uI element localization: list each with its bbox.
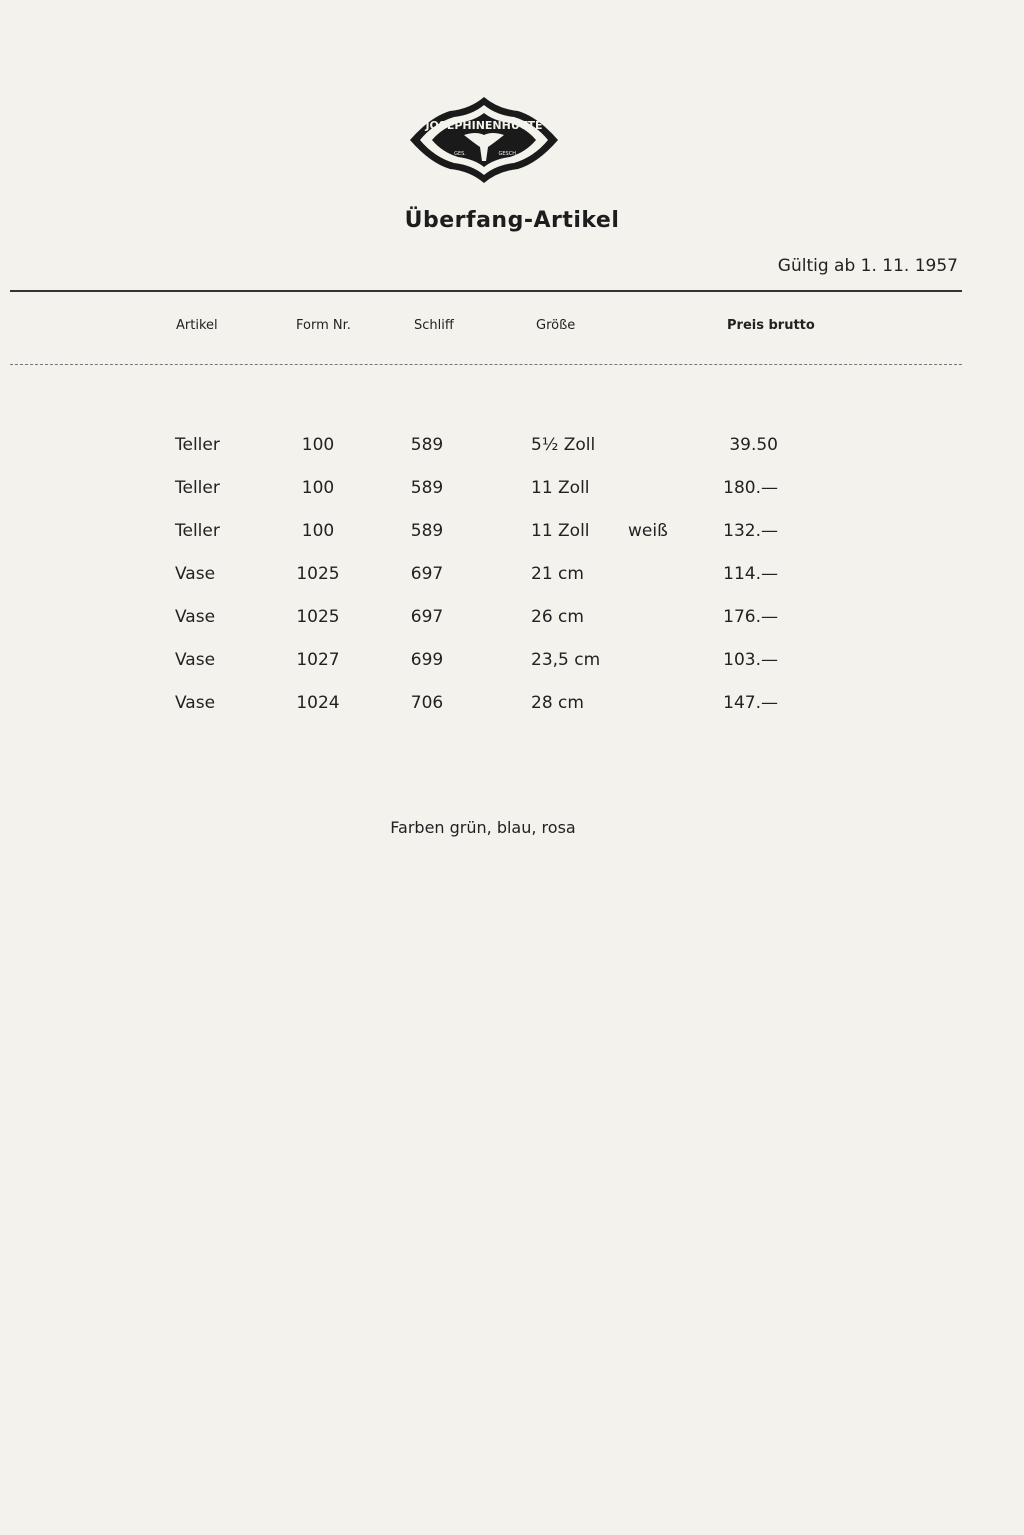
header-artikel: Artikel: [176, 318, 218, 333]
cell-schliff: 697: [410, 564, 444, 584]
cell-form: 100: [301, 435, 335, 455]
cell-schliff: 589: [410, 435, 444, 455]
cell-form: 1025: [296, 607, 340, 627]
header-preis-brutto: Preis brutto: [727, 318, 815, 333]
cell-groesse: 11 Zoll: [531, 478, 590, 498]
colors-note: Farben grün, blau, rosa: [390, 818, 576, 837]
header-groesse: Größe: [536, 318, 576, 333]
cell-groesse: 23,5 cm: [531, 650, 601, 670]
cell-schliff: 589: [410, 478, 444, 498]
cell-preis: 103.—: [723, 650, 778, 670]
cell-preis: 39.50: [729, 435, 778, 455]
cell-schliff: 706: [410, 693, 444, 713]
cell-form: 1027: [296, 650, 340, 670]
josephinenhuette-logo: [408, 95, 560, 185]
header-rule: [10, 364, 962, 365]
cell-groesse: 11 Zoll: [531, 521, 590, 541]
cell-preis: 147.—: [723, 693, 778, 713]
svg-text:GESCH.: GESCH.: [498, 151, 518, 157]
cell-artikel: Vase: [175, 650, 216, 670]
cell-artikel: Teller: [175, 478, 220, 498]
cell-form: 100: [301, 478, 335, 498]
cell-schliff: 589: [410, 521, 444, 541]
cell-artikel: Vase: [175, 564, 216, 584]
cell-form: 1025: [296, 564, 340, 584]
cell-artikel: Teller: [175, 521, 220, 541]
cell-groesse: 21 cm: [531, 564, 584, 584]
cell-preis: 176.—: [723, 607, 778, 627]
valid-from-date: Gültig ab 1. 11. 1957: [777, 256, 958, 276]
cell-artikel: Teller: [175, 435, 220, 455]
cell-groesse: 28 cm: [531, 693, 584, 713]
page-title: Überfang-Artikel: [404, 208, 620, 233]
cell-schliff: 697: [410, 607, 444, 627]
cell-preis: 180.—: [723, 478, 778, 498]
cell-form: 100: [301, 521, 335, 541]
header-form-nr: Form Nr.: [296, 318, 351, 333]
cell-preis: 114.—: [723, 564, 778, 584]
svg-text:JOSEPHINENHÜTTE: JOSEPHINENHÜTTE: [425, 119, 543, 132]
top-rule: [10, 290, 962, 292]
header-schliff: Schliff: [414, 318, 454, 333]
cell-groesse: 26 cm: [531, 607, 584, 627]
cell-artikel: Vase: [175, 693, 216, 713]
cell-preis: 132.—: [723, 521, 778, 541]
cell-form: 1024: [296, 693, 340, 713]
cell-note: weiß: [628, 521, 668, 541]
cell-schliff: 699: [410, 650, 444, 670]
svg-text:GES.: GES.: [454, 151, 466, 157]
cell-artikel: Vase: [175, 607, 216, 627]
cell-groesse: 5½ Zoll: [531, 435, 596, 455]
